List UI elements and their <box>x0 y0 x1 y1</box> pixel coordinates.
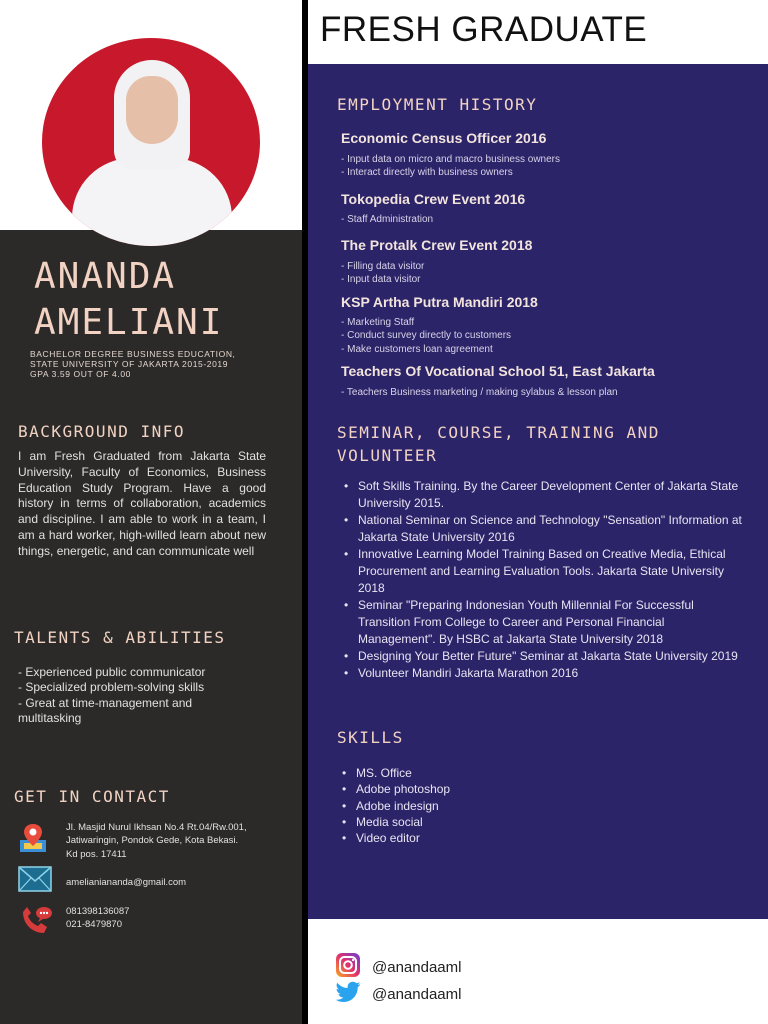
name-last: AMELIANI <box>34 302 224 343</box>
job-detail-line: - Filling data visitor <box>341 261 425 272</box>
job-title: Teachers Of Vocational School 51, East Jakarta <box>341 363 655 379</box>
address-line: Jl. Masjid Nurul Ikhsan No.4 Rt.04/Rw.001, <box>66 822 247 833</box>
talent-item: - Experienced public communicator <box>18 665 206 679</box>
location-pin-icon <box>18 822 52 856</box>
job-detail-line: - Teachers Business marketing / making sylabus & lesson plan <box>341 387 618 398</box>
talents-heading: TALENTS & ABILITIES <box>14 628 226 647</box>
job-detail-line: - Input data on micro and macro business owners <box>341 154 560 165</box>
skill-item: • MS. Office <box>356 765 656 781</box>
degree-line: BACHELOR DEGREE BUSINESS EDUCATION, <box>30 349 236 359</box>
seminar-heading-line: VOLUNTEER <box>337 446 438 465</box>
phone-number[interactable]: 021-8479870 <box>66 919 122 931</box>
job-detail-line: - Make customers loan agreement <box>341 343 493 355</box>
job-details <box>341 316 511 356</box>
page-title: FRESH GRADUATE <box>320 10 648 49</box>
phone-number[interactable]: 081398136087 <box>66 906 130 917</box>
instagram-icon <box>336 953 360 981</box>
phone-icon <box>18 904 52 938</box>
employment-heading: EMPLOYMENT HISTORY <box>337 95 538 114</box>
degree-info <box>30 349 280 379</box>
job-title: Tokopedia Crew Event 2016 <box>341 191 526 207</box>
skill-item: • Video editor <box>356 830 656 846</box>
seminar-item: • National Seminar on Science and Technology "Sensation" Information at Jakarta State University 2016 <box>358 512 743 546</box>
talent-item: - Specialized problem-solving skills <box>18 680 205 695</box>
talent-item: multitasking <box>18 710 82 725</box>
seminar-item: • Seminar "Preparing Indonesian Youth Millennial For Successful Transition From College to Career and Personal Financial Management". By HSBC at Jakarta State University 2018 <box>358 597 743 648</box>
contact-phone <box>18 904 129 938</box>
talents-list <box>18 665 268 726</box>
candidate-name <box>34 254 223 346</box>
instagram-row[interactable] <box>336 953 461 981</box>
job-detail-line: - Staff Administration <box>341 214 434 225</box>
job-detail-line: - Conduct survey directly to customers <box>341 330 512 342</box>
skill-item: • Adobe photoshop <box>356 781 656 797</box>
skill-item: • Media social <box>356 814 656 830</box>
profile-photo <box>42 38 260 246</box>
talent-item: - Great at time-management and <box>18 695 193 710</box>
gpa-line: GPA 3.59 OUT OF 4.00 <box>30 369 131 379</box>
address-line: Kd pos. 17411 <box>66 848 127 860</box>
twitter-handle[interactable]: @anandaaml <box>372 985 462 1003</box>
job-title: The Protalk Crew Event 2018 <box>341 237 533 253</box>
contact-email <box>18 866 186 900</box>
seminar-item: • Designing Your Better Future" Seminar at Jakarta State University 2019 <box>358 648 743 665</box>
seminar-heading-line: SEMINAR, COURSE, TRAINING AND <box>337 423 660 442</box>
skill-item: • Adobe indesign <box>356 798 656 814</box>
seminar-item: • Volunteer Mandiri Jakarta Marathon 2016 <box>358 665 743 682</box>
contact-address <box>18 822 247 861</box>
background-heading: BACKGROUND INFO <box>18 422 185 441</box>
job-details <box>341 213 433 226</box>
twitter-row[interactable] <box>336 981 461 1007</box>
job-details <box>341 386 618 399</box>
job-detail-line: - Input data visitor <box>341 274 421 286</box>
skills-heading: SKILLS <box>337 728 404 747</box>
background-text: I am Fresh Graduated from Jakarta State University, Faculty of Economics, Business Education Study Program. Have a good history in terms of collaboration, academics and discipline. I am able to work in a team, I am a hard worker, high-willed learn about new things, energetic, and can communicate well <box>18 449 266 558</box>
address-line: Jatiwaringin, Pondok Gede, Kota Bekasi. <box>66 835 239 847</box>
job-details <box>341 153 560 180</box>
job-title: Economic Census Officer 2016 <box>341 130 547 146</box>
seminar-item: • Soft Skills Training. By the Career Development Center of Jakarta State University 2015. <box>358 478 743 512</box>
name-first: ANANDA <box>34 256 177 297</box>
email-address[interactable]: amelianiananda@gmail.com <box>66 877 187 888</box>
job-title: KSP Artha Putra Mandiri 2018 <box>341 294 538 310</box>
job-detail-line: - Marketing Staff <box>341 317 415 328</box>
skills-list <box>356 765 656 846</box>
twitter-icon <box>336 981 360 1007</box>
job-detail-line: - Interact directly with business owners <box>341 167 513 179</box>
instagram-handle[interactable]: @anandaaml <box>372 958 462 976</box>
seminar-item: • Innovative Learning Model Training Based on Creative Media, Ethical Procurement and Learning Evaluation Tools. Jakarta State University 2018 <box>358 546 743 597</box>
degree-line: STATE UNIVERSITY OF JAKARTA 2015-2019 <box>30 359 229 369</box>
mail-icon <box>18 866 52 900</box>
seminar-list <box>358 478 743 682</box>
seminar-heading <box>337 421 660 467</box>
job-details <box>341 260 424 287</box>
contact-heading: GET IN CONTACT <box>14 787 170 806</box>
